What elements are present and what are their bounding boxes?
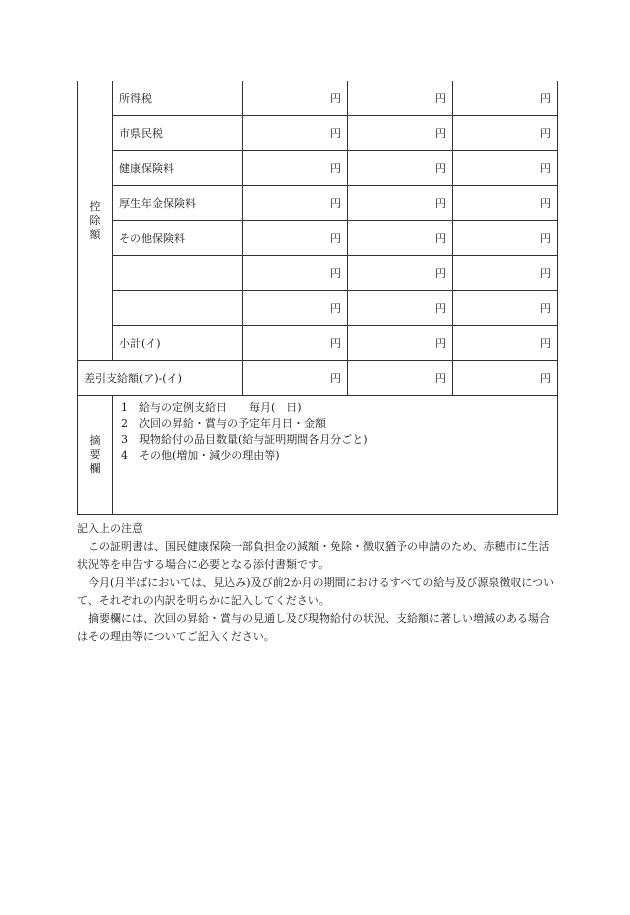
caution-notes	[77, 520, 557, 646]
amount-cell[interactable]: 円	[348, 116, 453, 151]
table-row	[78, 151, 558, 186]
caution-paragraph: 今月(月半ばにおいては、見込み)及び前2か月の期間におけるすべての給与及び源泉徴収について、それぞれの内訳を明らかに記入してください。	[77, 576, 555, 607]
table-row	[78, 291, 558, 326]
remarks-section-label: 摘要欄	[78, 396, 113, 515]
amount-cell[interactable]: 円	[348, 291, 453, 326]
amount-cell[interactable]: 円	[453, 116, 558, 151]
amount-cell[interactable]: 円	[453, 361, 558, 396]
table-row	[78, 81, 558, 116]
amount-cell[interactable]: 円	[243, 186, 348, 221]
table-row	[78, 256, 558, 291]
amount-cell[interactable]: 円	[243, 326, 348, 361]
deduction-row-label: 市県民税	[113, 116, 243, 151]
amount-cell[interactable]: 円	[348, 151, 453, 186]
caution-paragraph: 摘要欄には、次回の昇給・賞与の見通し及び現物給付の状況、支給額に著しい増減のある場合はその理由等についてご記入ください。	[77, 612, 550, 643]
amount-cell[interactable]: 円	[243, 291, 348, 326]
deduction-row-label: 厚生年金保険料	[113, 186, 243, 221]
deduction-row-label: 所得税	[113, 81, 243, 116]
amount-cell[interactable]: 円	[453, 291, 558, 326]
deduction-section-label: 控除額	[78, 81, 113, 361]
net-pay-label: 差引支給額(ア)-(イ)	[78, 361, 243, 396]
amount-cell[interactable]: 円	[243, 116, 348, 151]
deduction-row-label: 健康保険料	[113, 151, 243, 186]
salary-certificate-table	[77, 81, 558, 515]
table-row	[78, 221, 558, 256]
caution-title: 記入上の注意	[77, 522, 143, 535]
deduction-row-label-blank[interactable]	[113, 256, 243, 291]
remarks-field[interactable]	[113, 396, 558, 515]
amount-cell[interactable]: 円	[453, 326, 558, 361]
amount-cell[interactable]: 円	[453, 81, 558, 116]
table-row	[78, 361, 558, 396]
amount-cell[interactable]: 円	[453, 186, 558, 221]
amount-cell[interactable]: 円	[453, 221, 558, 256]
amount-cell[interactable]: 円	[243, 361, 348, 396]
deduction-row-label-blank[interactable]	[113, 291, 243, 326]
amount-cell[interactable]: 円	[348, 81, 453, 116]
amount-cell[interactable]: 円	[243, 151, 348, 186]
deduction-row-label: その他保険料	[113, 221, 243, 256]
amount-cell[interactable]: 円	[243, 81, 348, 116]
remarks-line: 1 給与の定例支給日 毎月( 日)	[121, 401, 302, 414]
amount-cell[interactable]: 円	[348, 326, 453, 361]
remarks-line: 2 次回の昇給・賞与の予定年月日・金額	[121, 417, 326, 430]
table-row	[78, 116, 558, 151]
table-row	[78, 186, 558, 221]
amount-cell[interactable]: 円	[243, 256, 348, 291]
amount-cell[interactable]: 円	[348, 221, 453, 256]
amount-cell[interactable]: 円	[348, 256, 453, 291]
table-row	[78, 326, 558, 361]
remarks-line: 3 現物給付の品目数量(給与証明期間各月分ごと)	[121, 433, 368, 446]
table-row	[78, 396, 558, 515]
remarks-line: 4 その他(増加・減少の理由等)	[121, 449, 280, 462]
amount-cell[interactable]: 円	[453, 151, 558, 186]
subtotal-label: 小計(イ)	[113, 326, 243, 361]
caution-paragraph: この証明書は、国民健康保険一部負担金の減額・免除・徴収猶予の申請のため、赤穂市に生活状況等を申告する場合に必要となる添付書類です。	[77, 540, 550, 571]
amount-cell[interactable]: 円	[348, 186, 453, 221]
amount-cell[interactable]: 円	[348, 361, 453, 396]
amount-cell[interactable]: 円	[243, 221, 348, 256]
amount-cell[interactable]: 円	[453, 256, 558, 291]
